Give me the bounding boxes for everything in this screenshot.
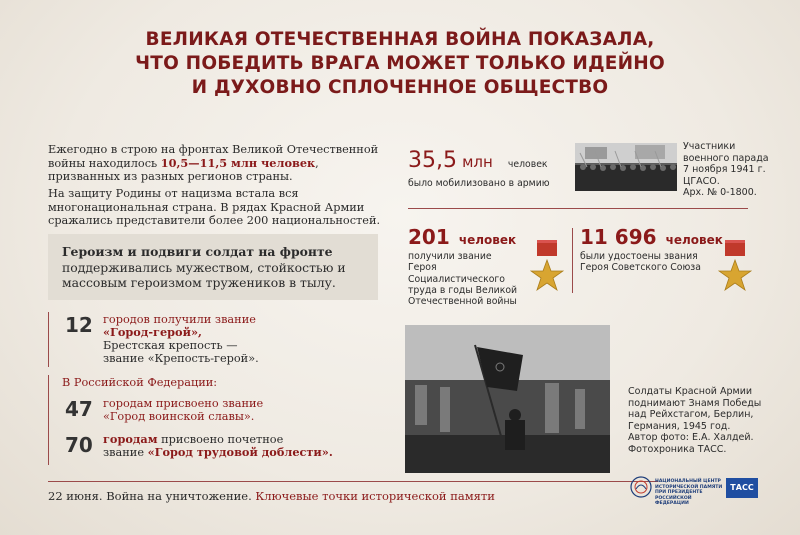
labor-valor-text: городам присвоено почетное звание «Город трудовой доблести». [103,432,333,459]
intro-paragraph-2: На защиту Родины от нацизма встала вся многонациональная страна. В рядах Красной Армии сражались представители более 200 национальностей. [48,187,381,227]
cities-hero-count: 12 [65,313,93,337]
divider-middle [572,228,573,293]
heroes-labor-stat: 201 человек [408,225,517,249]
footer-divider [48,481,658,482]
quote-text: Героизм и подвиги солдат на фронте поддерживались мужеством, стойкостью и массовым героизмом тружеников в тылу. [62,244,346,290]
hero-labor-medal-icon [530,240,564,302]
page-title [0,28,800,100]
intro-paragraph-1: Ежегодно в строю на фронтах Великой Отечественной войны находилось 10,5—11,5 млн человек, призванных из разных регионов страны. [48,143,379,183]
parade-photo [575,143,677,191]
heroes-ussr-caption: были удостоены звания Героя Советского Союза [580,251,701,274]
title-line-3: И ДУХОВНО СПЛОЧЕННОЕ ОБЩЕСТВО [191,77,609,98]
military-glory-text: городам присвоено звание «Город воинской славы». [103,397,264,423]
hero-ussr-medal-icon [718,240,752,302]
reichstag-caption: Солдаты Красной Армии поднимают Знамя Победы над Рейхстагом, Берлин, Германия, 1945 год. Автор фото: Е.А. Халдей. Фотохроника ТАСС. [628,386,762,455]
reichstag-photo [405,325,610,473]
divider-left [48,312,49,367]
mobilized-stat: 35,5 млн человек [408,148,548,173]
title-line-1: ВЕЛИКАЯ ОТЕЧЕСТВЕННАЯ ВОЙНА ПОКАЗАЛА, [145,29,655,50]
labor-valor-count: 70 [65,433,93,457]
mobilized-caption: было мобилизовано в армию [408,178,550,189]
heroes-ussr-stat: 11 696 человек [580,225,723,249]
divider-right [408,208,748,209]
title-line-2: ЧТО ПОБЕДИТЬ ВРАГА МОЖЕТ ТОЛЬКО ИДЕЙНО [135,53,665,74]
rf-heading: В Российской Федерации: [62,376,218,389]
soldiers-count: 10,5—11,5 млн человек [160,155,316,170]
tass-logo: ТАСС [726,478,758,498]
cities-hero-text: городов получили звание «Город-герой», Брестская крепость — звание «Крепость-герой». [103,313,259,365]
divider-left-2 [48,375,49,465]
national-center-logo-icon [630,476,652,502]
footer-text: 22 июня. Война на уничтожение. Ключевые точки исторической памяти [48,489,495,503]
military-glory-count: 47 [65,397,93,421]
national-center-text: НАЦИОНАЛЬНЫЙ ЦЕНТР ИСТОРИЧЕСКОЙ ПАМЯТИ ПРИ ПРЕЗИДЕНТЕ РОССИЙСКОЙ ФЕДЕРАЦИИ [655,479,723,507]
parade-caption: Участники военного парада 7 ноября 1941 г. ЦГАСО. Арх. № 0-1800. [683,141,769,198]
heroes-labor-caption: получили звание Героя Социалистического труда в годы Великой Отечественной войны [408,251,518,308]
